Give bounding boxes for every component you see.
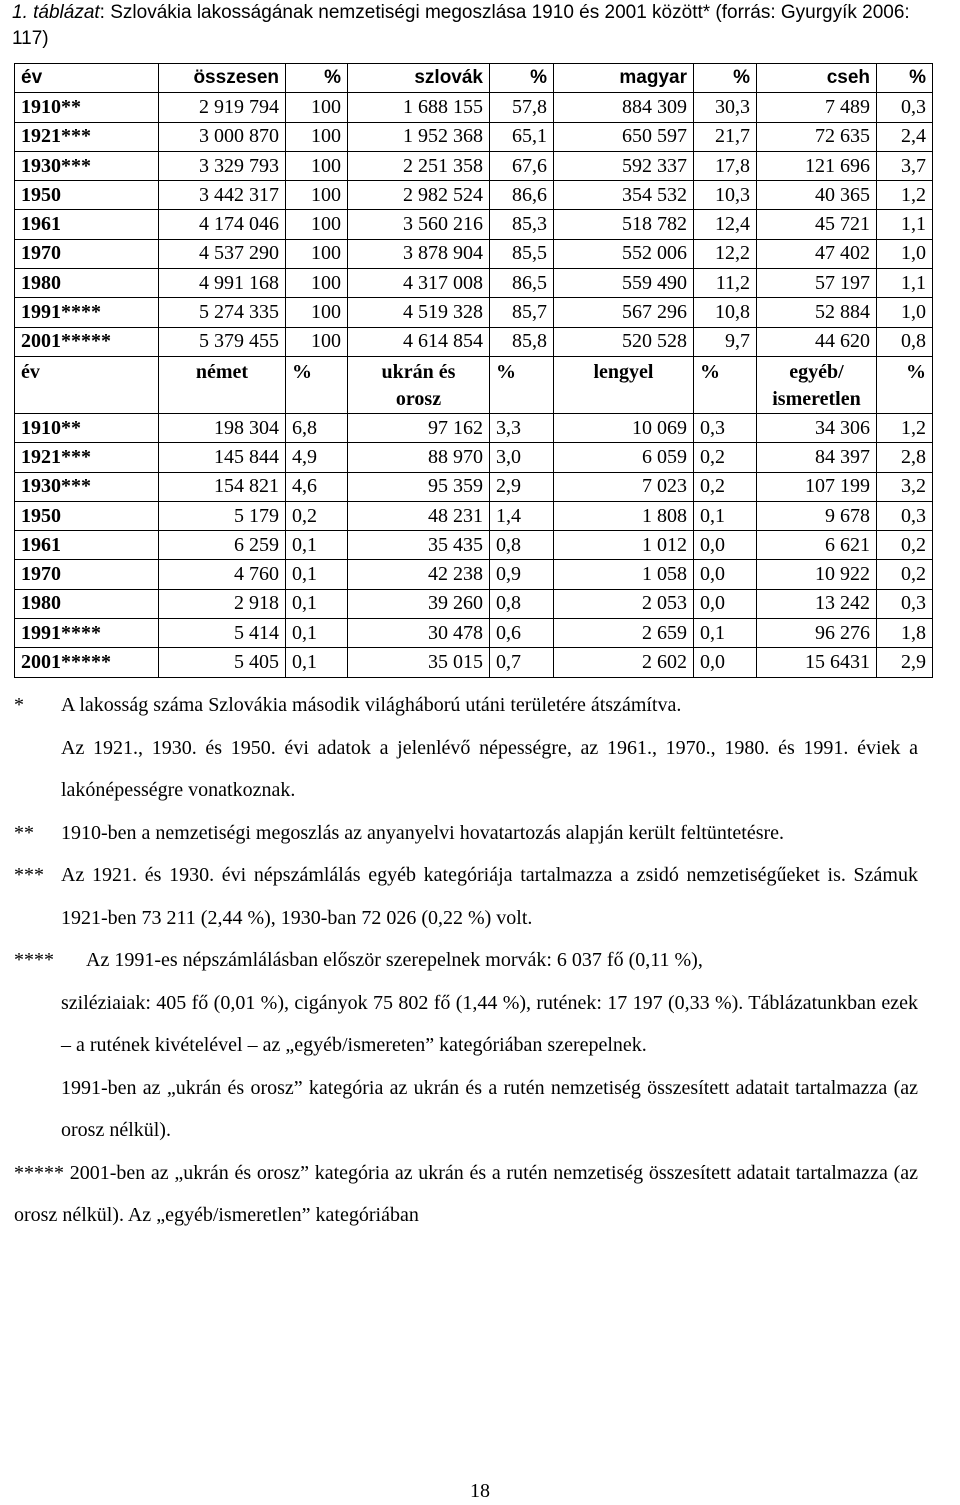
value-cell: 0,0 <box>694 560 757 589</box>
value-cell: 1 952 368 <box>348 122 490 151</box>
footnote-text: Az 1991-es népszámlálásban először szerepelnek morvák: 6 037 fő (0,11 %), <box>86 949 703 971</box>
value-cell: 100 <box>286 151 348 180</box>
value-cell: 4 519 328 <box>348 298 490 327</box>
value-cell: 100 <box>286 239 348 268</box>
year-cell: 1970 <box>15 560 159 589</box>
value-cell: 86,5 <box>490 269 554 298</box>
value-cell: 2 919 794 <box>159 93 286 122</box>
year-cell: 1961 <box>15 531 159 560</box>
value-cell: 100 <box>286 298 348 327</box>
value-cell: 0,0 <box>694 648 757 677</box>
year-cell: 1921*** <box>15 443 159 472</box>
year-cell: 1991**** <box>15 619 159 648</box>
value-cell: 0,8 <box>490 531 554 560</box>
header-cell: lengyel <box>554 356 694 413</box>
value-cell: 3 000 870 <box>159 122 286 151</box>
header-cell: év <box>15 64 159 93</box>
value-cell: 52 884 <box>757 298 877 327</box>
header-cell: cseh <box>757 64 877 93</box>
footnote-1 <box>14 684 918 727</box>
value-cell: 30 478 <box>348 619 490 648</box>
value-cell: 0,2 <box>286 501 348 530</box>
table-row <box>15 531 933 560</box>
value-cell: 154 821 <box>159 472 286 501</box>
value-cell: 3 560 216 <box>348 210 490 239</box>
value-cell: 4 991 168 <box>159 269 286 298</box>
footnotes <box>14 684 918 1237</box>
value-cell: 40 365 <box>757 181 877 210</box>
value-cell: 6 059 <box>554 443 694 472</box>
value-cell: 0,3 <box>694 413 757 442</box>
value-cell: 5 414 <box>159 619 286 648</box>
value-cell: 1,0 <box>877 239 933 268</box>
table-row <box>15 443 933 472</box>
footnote-text: 1910-ben a nemzetiségi megoszlás az anyanyelvi hovatartozás alapján került feltüntetésre. <box>61 821 785 844</box>
value-cell: 1 808 <box>554 501 694 530</box>
value-cell: 6 259 <box>159 531 286 560</box>
value-cell: 15 6431 <box>757 648 877 677</box>
year-cell: 1991**** <box>15 298 159 327</box>
value-cell: 57,8 <box>490 93 554 122</box>
value-cell: 12,4 <box>694 210 757 239</box>
header-cell: % <box>877 356 933 413</box>
year-cell: 1930*** <box>15 472 159 501</box>
value-cell: 0,1 <box>286 589 348 618</box>
header-cell: % <box>694 356 757 413</box>
value-cell: 2,9 <box>877 648 933 677</box>
year-cell: 2001***** <box>15 648 159 677</box>
value-cell: 0,0 <box>694 531 757 560</box>
value-cell: 7 023 <box>554 472 694 501</box>
value-cell: 4 174 046 <box>159 210 286 239</box>
value-cell: 1 688 155 <box>348 93 490 122</box>
value-cell: 0,2 <box>877 531 933 560</box>
value-cell: 72 635 <box>757 122 877 151</box>
value-cell: 2,8 <box>877 443 933 472</box>
value-cell: 2 918 <box>159 589 286 618</box>
header-cell: év <box>15 356 159 413</box>
footnote-marker: **** <box>14 949 54 971</box>
value-cell: 3,3 <box>490 413 554 442</box>
table-row <box>15 413 933 442</box>
value-cell: 2,9 <box>490 472 554 501</box>
value-cell: 85,8 <box>490 327 554 356</box>
header-cell: % <box>877 64 933 93</box>
year-cell: 1930*** <box>15 151 159 180</box>
value-cell: 3,7 <box>877 151 933 180</box>
header-cell: % <box>286 64 348 93</box>
year-cell: 1961 <box>15 210 159 239</box>
table-row <box>15 239 933 268</box>
value-cell: 520 528 <box>554 327 694 356</box>
value-cell: 34 306 <box>757 413 877 442</box>
table-header-row <box>15 356 933 413</box>
value-cell: 1,2 <box>877 413 933 442</box>
value-cell: 5 379 455 <box>159 327 286 356</box>
value-cell: 0,1 <box>286 560 348 589</box>
footnote-4-continuation-2: 1991-ben az „ukrán és orosz” kategória az ukrán és a rutén nemzetiség összesített adatait tartalmazza (az orosz nélkül). <box>61 1076 918 1141</box>
header-cell: összesen <box>159 64 286 93</box>
value-cell: 3 442 317 <box>159 181 286 210</box>
value-cell: 650 597 <box>554 122 694 151</box>
value-cell: 30,3 <box>694 93 757 122</box>
value-cell: 9,7 <box>694 327 757 356</box>
value-cell: 567 296 <box>554 298 694 327</box>
header-cell: egyéb/ ismeretlen <box>757 356 877 413</box>
value-cell: 121 696 <box>757 151 877 180</box>
value-cell: 2 251 358 <box>348 151 490 180</box>
table-row <box>15 619 933 648</box>
value-cell: 0,2 <box>694 472 757 501</box>
header-cell: ukrán és orosz <box>348 356 490 413</box>
value-cell: 13 242 <box>757 589 877 618</box>
value-cell: 6 621 <box>757 531 877 560</box>
value-cell: 0,3 <box>877 93 933 122</box>
value-cell: 84 397 <box>757 443 877 472</box>
header-cell: % <box>694 64 757 93</box>
value-cell: 48 231 <box>348 501 490 530</box>
table-row <box>15 93 933 122</box>
year-cell: 1950 <box>15 181 159 210</box>
value-cell: 9 678 <box>757 501 877 530</box>
header-cell: német <box>159 356 286 413</box>
value-cell: 10 069 <box>554 413 694 442</box>
header-cell: szlovák <box>348 64 490 93</box>
value-cell: 88 970 <box>348 443 490 472</box>
value-cell: 21,7 <box>694 122 757 151</box>
value-cell: 0,1 <box>286 648 348 677</box>
value-cell: 10,8 <box>694 298 757 327</box>
footnote-1-continuation: Az 1921., 1930. és 1950. évi adatok a jelenlévő népességre, az 1961., 1970., 1980. és 1991. éviek a lakónépességre vonatkoznak. <box>61 736 918 801</box>
value-cell: 10 922 <box>757 560 877 589</box>
footnote-marker: * <box>14 694 24 716</box>
header-cell: % <box>490 64 554 93</box>
value-cell: 100 <box>286 122 348 151</box>
value-cell: 86,6 <box>490 181 554 210</box>
table-row <box>15 122 933 151</box>
value-cell: 11,2 <box>694 269 757 298</box>
year-cell: 1950 <box>15 501 159 530</box>
year-cell: 1910** <box>15 413 159 442</box>
value-cell: 354 532 <box>554 181 694 210</box>
value-cell: 2,4 <box>877 122 933 151</box>
value-cell: 35 015 <box>348 648 490 677</box>
footnote-text: Az 1921. és 1930. évi népszámlálás egyéb kategóriája tartalmazza a zsidó nemzetiségűeket is. Számuk 1921-ben 73 211 (2,44 %), 1930-ban 72 026 (0,22 %) volt. <box>61 864 918 929</box>
value-cell: 42 238 <box>348 560 490 589</box>
value-cell: 0,3 <box>877 589 933 618</box>
year-cell: 1980 <box>15 589 159 618</box>
value-cell: 0,6 <box>490 619 554 648</box>
table-caption-text: : Szlovákia lakosságának nemzetiségi megoszlása 1910 és 2001 között* (forrás: Gyurgyík 2006: 117) <box>12 2 910 49</box>
value-cell: 884 309 <box>554 93 694 122</box>
value-cell: 65,1 <box>490 122 554 151</box>
value-cell: 4 537 290 <box>159 239 286 268</box>
value-cell: 1,8 <box>877 619 933 648</box>
value-cell: 0,0 <box>694 589 757 618</box>
value-cell: 97 162 <box>348 413 490 442</box>
table-section-2 <box>15 356 933 677</box>
year-cell: 1910** <box>15 93 159 122</box>
value-cell: 6,8 <box>286 413 348 442</box>
value-cell: 100 <box>286 210 348 239</box>
table-row <box>15 327 933 356</box>
value-cell: 47 402 <box>757 239 877 268</box>
value-cell: 100 <box>286 93 348 122</box>
value-cell: 35 435 <box>348 531 490 560</box>
value-cell: 518 782 <box>554 210 694 239</box>
value-cell: 5 405 <box>159 648 286 677</box>
value-cell: 4 760 <box>159 560 286 589</box>
value-cell: 0,7 <box>490 648 554 677</box>
value-cell: 1,4 <box>490 501 554 530</box>
value-cell: 12,2 <box>694 239 757 268</box>
value-cell: 0,1 <box>286 531 348 560</box>
value-cell: 39 260 <box>348 589 490 618</box>
value-cell: 0,2 <box>694 443 757 472</box>
value-cell: 3,2 <box>877 472 933 501</box>
value-cell: 2 659 <box>554 619 694 648</box>
value-cell: 85,7 <box>490 298 554 327</box>
table-row <box>15 501 933 530</box>
value-cell: 100 <box>286 327 348 356</box>
value-cell: 0,1 <box>694 501 757 530</box>
value-cell: 17,8 <box>694 151 757 180</box>
table-section-1 <box>15 64 933 357</box>
table-row <box>15 151 933 180</box>
value-cell: 0,3 <box>877 501 933 530</box>
table-row <box>15 560 933 589</box>
value-cell: 1,1 <box>877 269 933 298</box>
footnote-text: A lakosság száma Szlovákia második világháború utáni területére átszámítva. <box>61 694 682 716</box>
value-cell: 4 614 854 <box>348 327 490 356</box>
header-cell: % <box>490 356 554 413</box>
table-row <box>15 269 933 298</box>
value-cell: 10,3 <box>694 181 757 210</box>
value-cell: 592 337 <box>554 151 694 180</box>
value-cell: 145 844 <box>159 443 286 472</box>
value-cell: 0,1 <box>694 619 757 648</box>
population-table <box>14 63 933 678</box>
value-cell: 107 199 <box>757 472 877 501</box>
footnote-4-continuation: sziléziaiak: 405 fő (0,01 %), cigányok 75 802 fő (1,44 %), rutének: 17 197 (0,33 %). Táblázatunkban ezek – a rutének kivételével – az „egyéb/ismereten” kategóriában szerepelnek. <box>61 991 918 1056</box>
value-cell: 5 274 335 <box>159 298 286 327</box>
value-cell: 1 058 <box>554 560 694 589</box>
value-cell: 3 329 793 <box>159 151 286 180</box>
footnote-marker: ** <box>14 821 34 844</box>
value-cell: 100 <box>286 181 348 210</box>
page-number: 18 <box>470 1480 490 1502</box>
year-cell: 1980 <box>15 269 159 298</box>
value-cell: 1 012 <box>554 531 694 560</box>
value-cell: 4,6 <box>286 472 348 501</box>
value-cell: 552 006 <box>554 239 694 268</box>
header-cell: magyar <box>554 64 694 93</box>
value-cell: 7 489 <box>757 93 877 122</box>
value-cell: 45 721 <box>757 210 877 239</box>
footnote-marker: ***** <box>14 1161 64 1184</box>
table-row <box>15 210 933 239</box>
value-cell: 96 276 <box>757 619 877 648</box>
footnote-4 <box>14 939 918 982</box>
table-caption <box>12 0 942 52</box>
value-cell: 85,5 <box>490 239 554 268</box>
value-cell: 1,1 <box>877 210 933 239</box>
value-cell: 4,9 <box>286 443 348 472</box>
table-header-row <box>15 64 933 93</box>
value-cell: 1,0 <box>877 298 933 327</box>
value-cell: 559 490 <box>554 269 694 298</box>
footnote-marker: *** <box>14 864 44 886</box>
header-cell: % <box>286 356 348 413</box>
value-cell: 5 179 <box>159 501 286 530</box>
value-cell: 2 053 <box>554 589 694 618</box>
table-caption-label: 1. táblázat <box>12 2 100 23</box>
value-cell: 3,0 <box>490 443 554 472</box>
table-row <box>15 472 933 501</box>
value-cell: 85,3 <box>490 210 554 239</box>
value-cell: 100 <box>286 269 348 298</box>
value-cell: 3 878 904 <box>348 239 490 268</box>
table-row <box>15 648 933 677</box>
value-cell: 0,8 <box>877 327 933 356</box>
value-cell: 0,2 <box>877 560 933 589</box>
footnote-3 <box>14 854 918 939</box>
value-cell: 57 197 <box>757 269 877 298</box>
value-cell: 1,2 <box>877 181 933 210</box>
footnote-2 <box>14 812 918 855</box>
footnote-text: 2001-ben az „ukrán és orosz” kategória az ukrán és a rutén nemzetiség összesített adatait tartalmazza (az orosz nélkül). Az „egyéb/ismeretlen” kategóriában <box>14 1161 919 1226</box>
value-cell: 95 359 <box>348 472 490 501</box>
value-cell: 67,6 <box>490 151 554 180</box>
footnote-5 <box>14 1152 918 1237</box>
year-cell: 1921*** <box>15 122 159 151</box>
value-cell: 0,9 <box>490 560 554 589</box>
value-cell: 44 620 <box>757 327 877 356</box>
value-cell: 2 602 <box>554 648 694 677</box>
value-cell: 0,1 <box>286 619 348 648</box>
year-cell: 2001***** <box>15 327 159 356</box>
value-cell: 0,8 <box>490 589 554 618</box>
table-row <box>15 589 933 618</box>
value-cell: 4 317 008 <box>348 269 490 298</box>
value-cell: 198 304 <box>159 413 286 442</box>
table-row <box>15 181 933 210</box>
year-cell: 1970 <box>15 239 159 268</box>
value-cell: 2 982 524 <box>348 181 490 210</box>
table-row <box>15 298 933 327</box>
